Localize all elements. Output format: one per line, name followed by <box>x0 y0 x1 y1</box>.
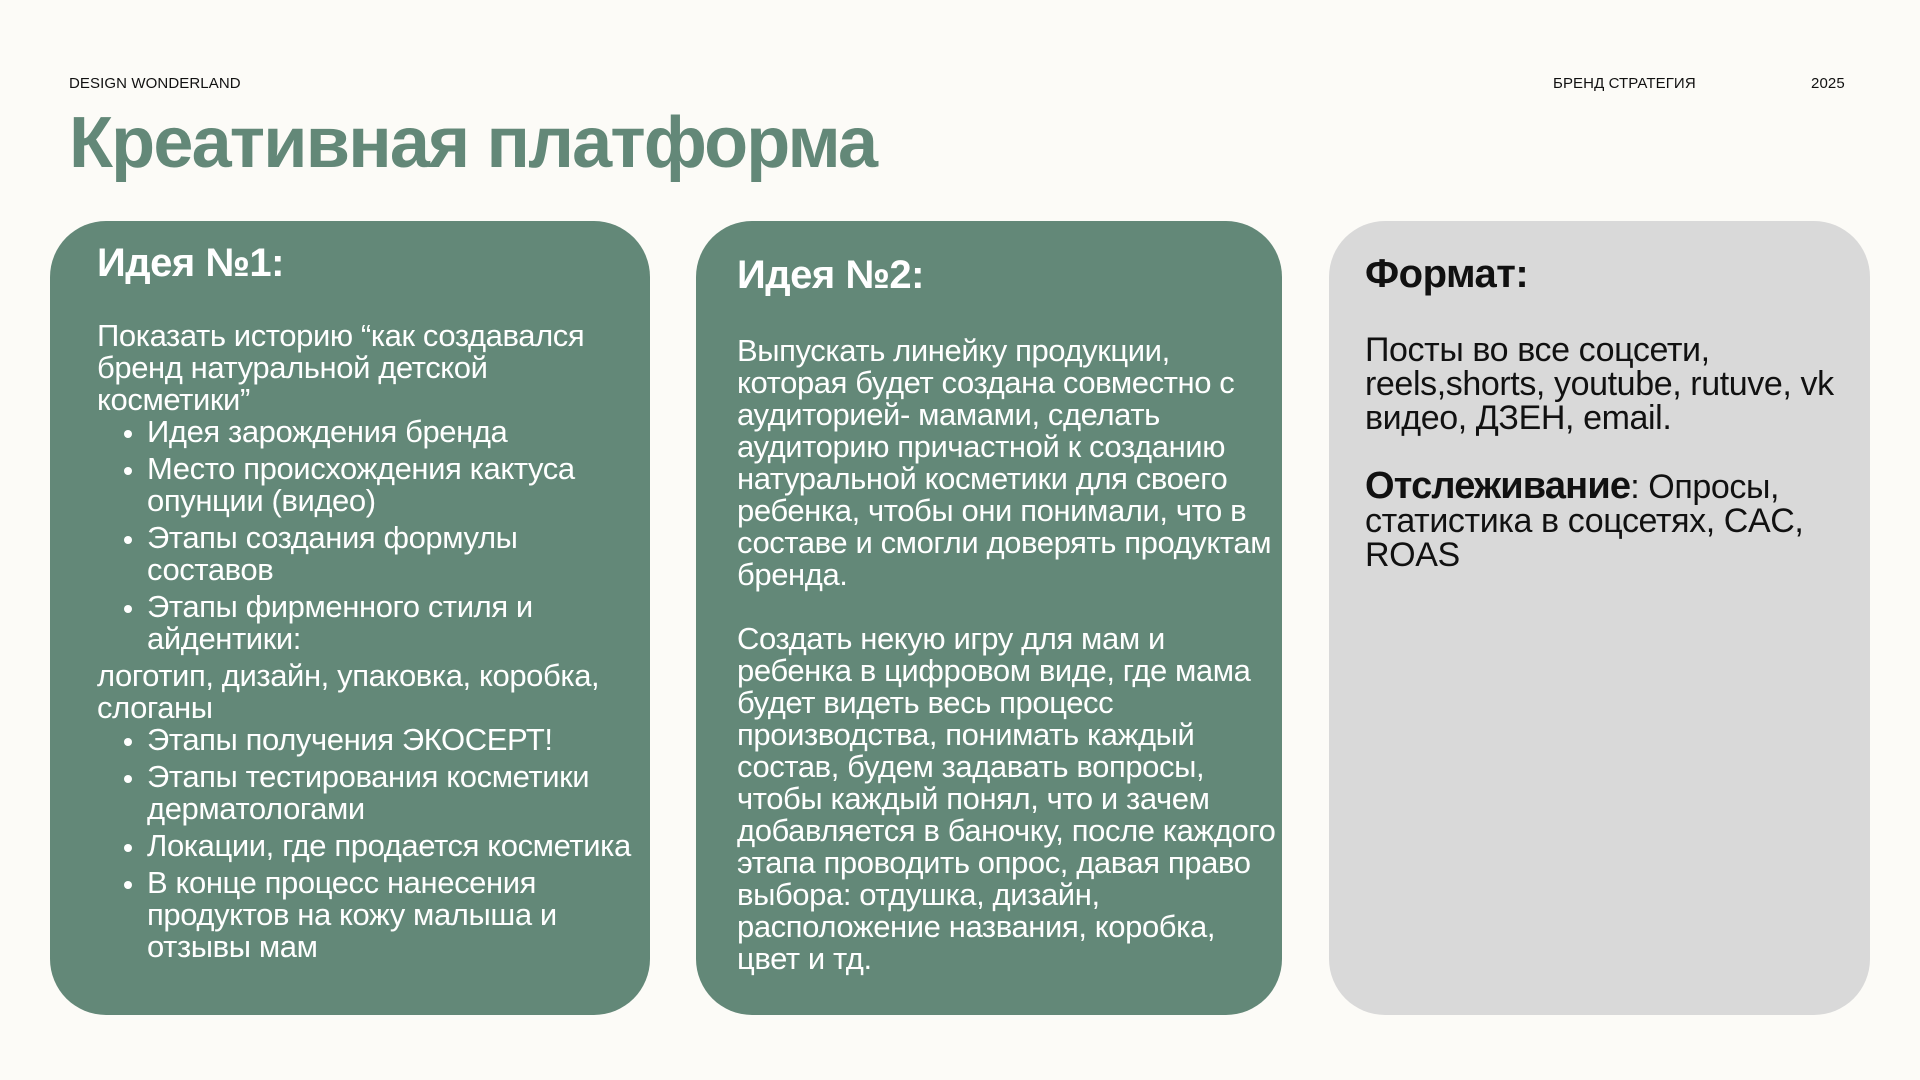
page-title: Креативная платформа <box>69 103 877 183</box>
tracking-label: Отслеживание <box>1365 465 1631 507</box>
list-item: • Локации, где продается косметика <box>147 830 637 862</box>
idea-2-paragraph-1: Выпускать линейку продукции, которая будет создана совместно с аудиторией- мамами, сделать аудиторию причастной к созданию натуральной косметики для своего ребенка, чтобы они понимали, что в составе и смогли доверять продуктам бренда. <box>737 333 1272 592</box>
idea-2-paragraph-2: Создать некую игру для мам и ребенка в цифровом виде, где мама будет видеть весь процесс производства, понимать каждый состав, будем задавать вопросы, чтобы каждый понял, что и зачем добавляется в баночку, после каждого этапа проводить опрос, давая право выбора: отдушка, дизайн, расположение названия, коробка, цвет и тд. <box>737 621 1276 976</box>
idea-2-body <box>737 335 1277 1007</box>
list-item: • Этапы фирменного стиля и айдентики: <box>147 591 637 655</box>
list-item: • Идея зарождения бренда <box>147 416 637 448</box>
list-item: • Этапы создания формулы составов <box>147 522 637 586</box>
idea-2-title: Идея №2: <box>737 253 924 297</box>
idea-1-card <box>50 221 650 1015</box>
list-item: • Этапы получения ЭКОСЕРТ! <box>147 724 637 756</box>
format-card <box>1329 221 1870 1015</box>
format-text: Посты во все соцсети, reels,shorts, youtube, rutuve, vk видео, ДЗЕН, email. <box>1365 331 1834 437</box>
tracking-block <box>1365 465 1845 574</box>
idea-2-card <box>696 221 1282 1015</box>
idea-1-bullet-list-2 <box>97 724 637 963</box>
year-label: 2025 <box>1811 75 1845 92</box>
idea-1-body <box>97 320 637 968</box>
idea-1-intro: Показать историю “как создавался бренд натуральной детской косметики” <box>97 318 585 417</box>
format-title: Формат: <box>1365 252 1529 296</box>
idea-1-bullet-list <box>97 416 637 655</box>
tracking-text: : Опросы, статистика в соцсетях, CAC, ROAS <box>1365 468 1804 574</box>
list-item: • В конце процесс нанесения продуктов на кожу малыша и отзывы мам <box>147 867 637 963</box>
format-body <box>1365 333 1845 572</box>
list-item: • Этапы тестирования косметики дерматологами <box>147 761 637 825</box>
section-label: БРЕНД СТРАТЕГИЯ <box>1553 75 1696 92</box>
brand-name: DESIGN WONDERLAND <box>69 75 241 92</box>
idea-1-continuation: логотип, дизайн, упаковка, коробка, слоганы <box>97 658 600 725</box>
idea-1-title: Идея №1: <box>97 241 284 285</box>
list-item: • Место происхождения кактуса опунции (видео) <box>147 453 637 517</box>
